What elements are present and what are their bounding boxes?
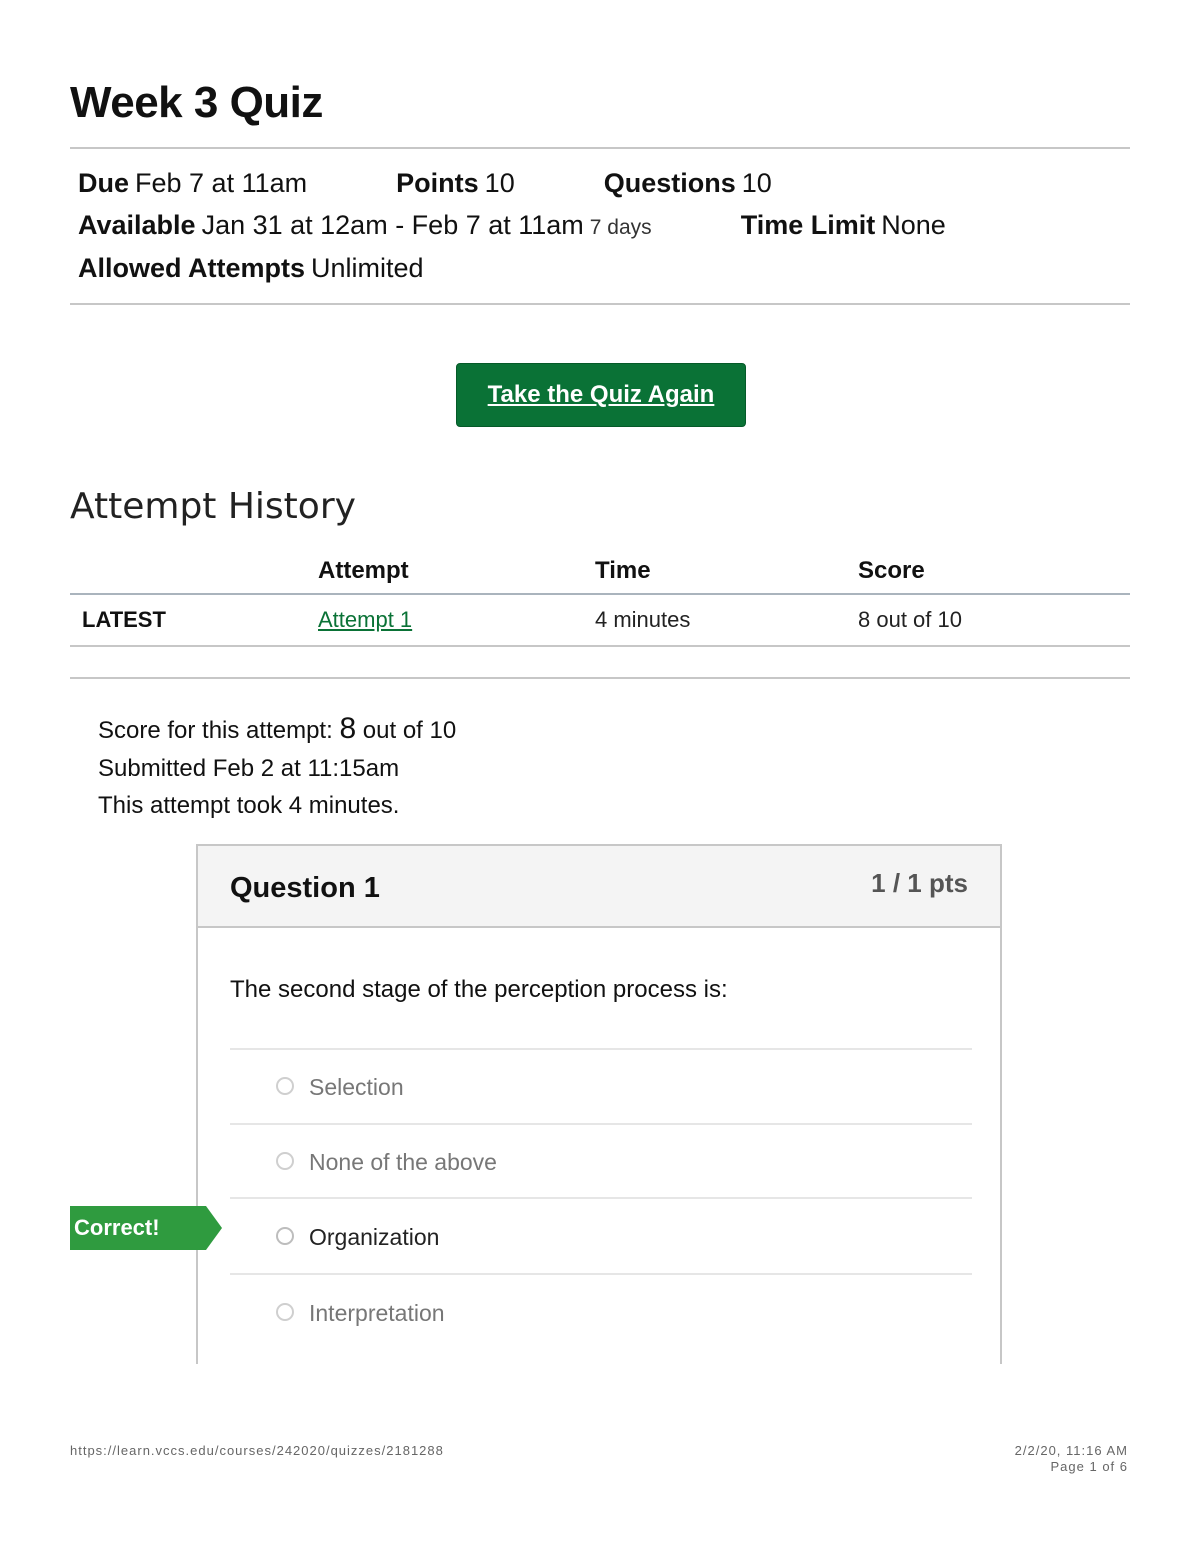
page-title: Week 3 Quiz — [70, 78, 323, 127]
answer-label: Organization — [309, 1224, 440, 1250]
score-suffix: out of 10 — [362, 717, 457, 744]
questions-label: Questions — [603, 168, 736, 198]
question-header — [198, 846, 1000, 928]
score-value: 8 — [339, 712, 357, 745]
take-quiz-again-button[interactable]: Take the Quiz Again — [456, 363, 746, 427]
attempt-1-link[interactable]: Attempt 1 — [318, 607, 413, 632]
radio-icon[interactable] — [276, 1303, 294, 1321]
column-header-score: Score — [858, 557, 925, 584]
available-label: Available — [78, 210, 196, 240]
answer-option-selected[interactable] — [276, 1224, 439, 1251]
footer-url: https://learn.vccs.edu/courses/242020/quizzes/2181288 — [70, 1443, 444, 1458]
answer-label: Selection — [309, 1074, 404, 1100]
radio-icon[interactable] — [276, 1152, 294, 1170]
column-header-time: Time — [595, 557, 651, 584]
answer-divider — [230, 1123, 972, 1125]
available-days: 7 days — [589, 216, 652, 239]
attempts-value: Unlimited — [311, 253, 424, 283]
answer-option[interactable] — [276, 1074, 404, 1101]
answer-divider — [230, 1273, 972, 1275]
questions-value: 10 — [741, 168, 772, 198]
quiz-meta-row-2 — [78, 210, 946, 241]
attempt-score-summary — [98, 712, 456, 746]
time-limit-label: Time Limit — [740, 210, 876, 240]
divider — [70, 677, 1130, 679]
table-row-divider — [70, 645, 1130, 647]
attempt-score: 8 out of 10 — [858, 607, 962, 632]
attempt-duration-text: This attempt took 4 minutes. — [98, 792, 400, 819]
answer-divider — [230, 1048, 972, 1050]
quiz-meta-row-3 — [78, 253, 424, 284]
attempt-history-title: Attempt History — [70, 486, 356, 527]
submitted-text: Submitted Feb 2 at 11:15am — [98, 755, 400, 782]
latest-label: LATEST — [82, 607, 166, 632]
divider — [70, 147, 1130, 149]
column-header-attempt: Attempt — [318, 557, 409, 584]
radio-selected-icon[interactable] — [276, 1227, 294, 1245]
correct-answer-flag: Correct! — [70, 1206, 206, 1250]
quiz-meta-row-1 — [78, 168, 772, 199]
footer-page-number: Page 1 of 6 — [1050, 1459, 1128, 1474]
question-card — [196, 844, 1002, 1364]
answer-label: None of the above — [309, 1149, 497, 1175]
points-label: Points — [396, 168, 479, 198]
attempts-label: Allowed Attempts — [78, 253, 306, 283]
answer-divider — [230, 1197, 972, 1199]
divider — [70, 303, 1130, 305]
question-points: 1 / 1 pts — [871, 868, 968, 898]
radio-icon[interactable] — [276, 1077, 294, 1095]
time-limit-value: None — [881, 210, 946, 240]
attempt-time: 4 minutes — [595, 607, 691, 632]
footer-datetime: 2/2/20, 11:16 AM — [1014, 1443, 1128, 1458]
due-label: Due — [78, 168, 130, 198]
available-value: Jan 31 at 12am - Feb 7 at 11am — [201, 210, 584, 240]
answer-option[interactable] — [276, 1149, 497, 1176]
score-prefix: Score for this attempt: — [98, 717, 333, 744]
due-value: Feb 7 at 11am — [135, 168, 308, 198]
footer-page-info — [1015, 1443, 1128, 1475]
question-text: The second stage of the perception process is: — [230, 976, 728, 1003]
table-header-divider — [70, 593, 1130, 595]
answer-option[interactable] — [276, 1300, 445, 1327]
question-title: Question 1 — [230, 872, 380, 904]
answer-label: Interpretation — [309, 1300, 445, 1326]
points-value: 10 — [484, 168, 515, 198]
